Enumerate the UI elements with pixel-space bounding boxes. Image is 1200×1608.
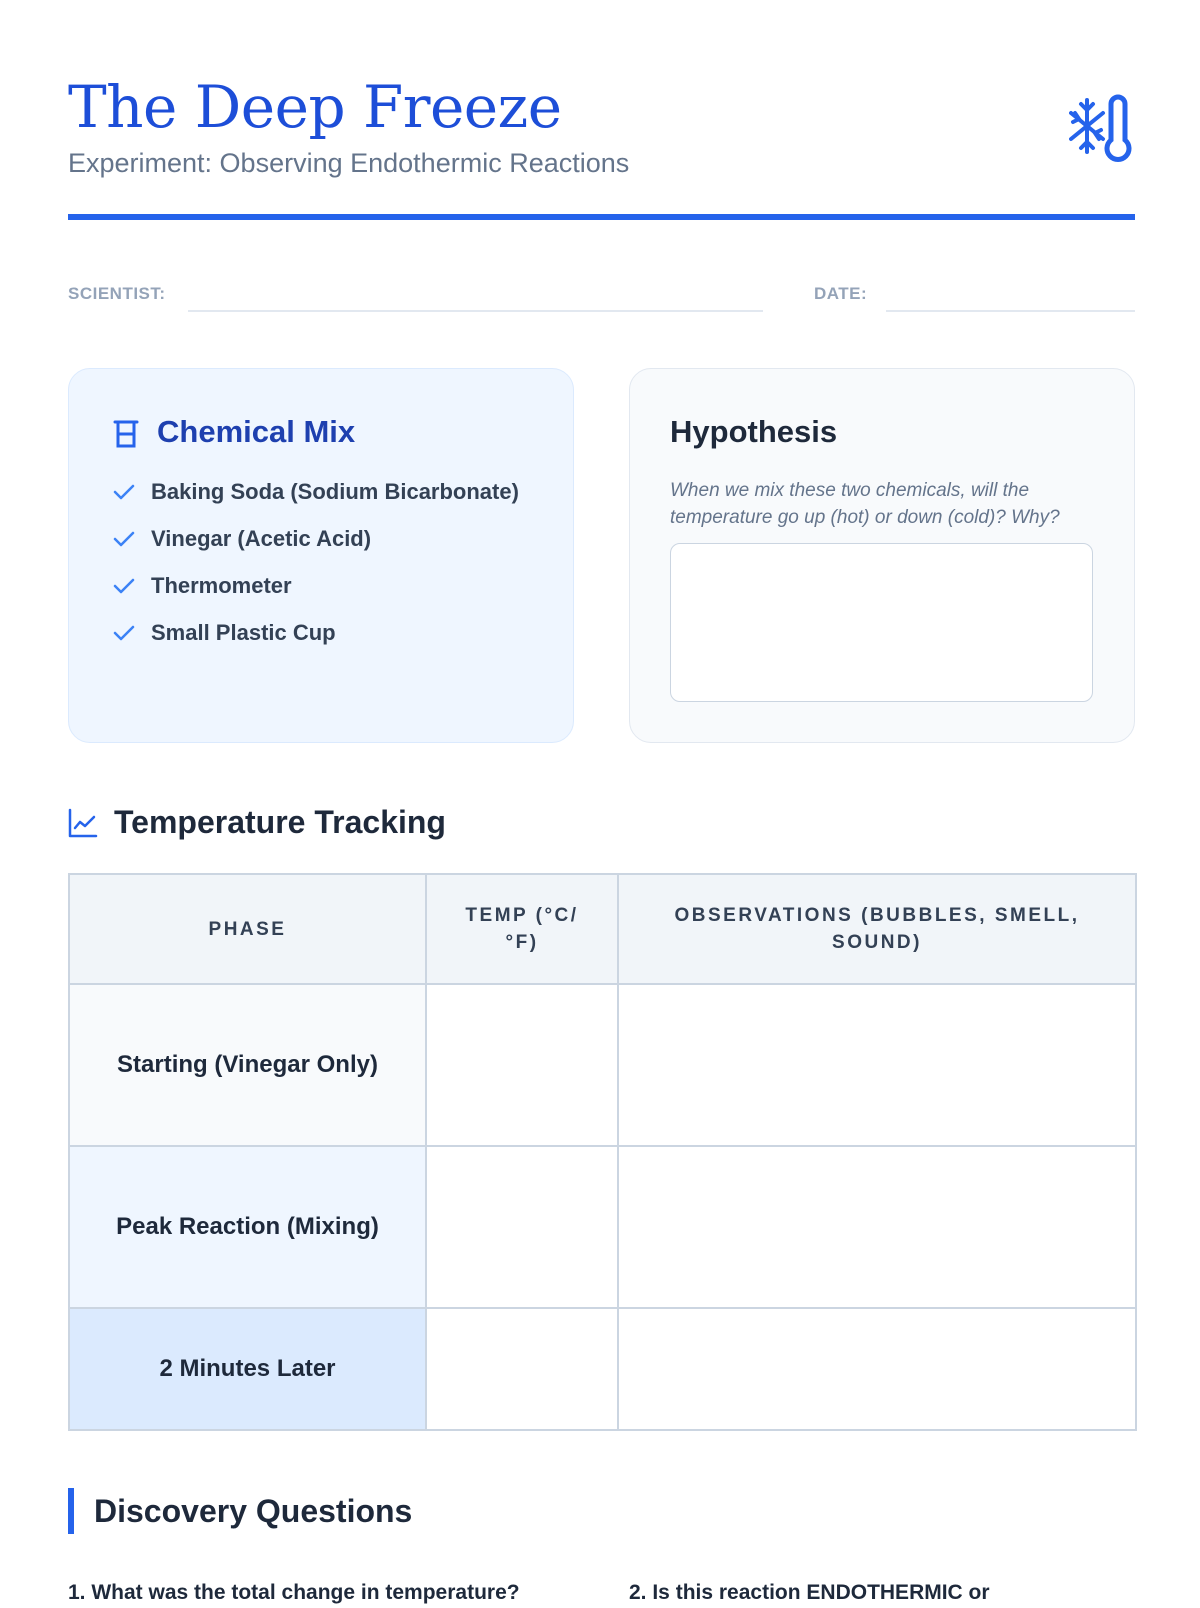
phase-cell: Peak Reaction (Mixing) <box>69 1146 426 1308</box>
scientist-label: SCIENTIST: <box>68 284 166 303</box>
hypothesis-prompt: When we mix these two chemicals, will the temperature go up (hot) or down (cold)? Why? <box>670 480 1060 528</box>
column-header-observations: OBSERVATIONS (BUBBLES, SMELL, SOUND) <box>618 874 1136 984</box>
discovery-title: Discovery Questions <box>94 1493 413 1529</box>
chemical-mix-list <box>113 477 519 665</box>
date-label: DATE: <box>814 284 868 303</box>
hypothesis-answer-box[interactable] <box>670 543 1093 702</box>
beaker-icon <box>113 419 139 449</box>
column-header-phase: PHASE <box>69 874 426 984</box>
list-item-label: Thermometer <box>151 573 292 598</box>
line-chart-icon <box>68 808 98 838</box>
list-item-label: Baking Soda (Sodium Bicarbonate) <box>151 479 519 504</box>
list-item <box>113 524 519 571</box>
table-header-row <box>69 874 1136 984</box>
column-header-temp: TEMP (°C/ °F) <box>426 874 618 984</box>
check-icon <box>113 623 135 643</box>
list-item <box>113 477 519 524</box>
list-item-label: Vinegar (Acetic Acid) <box>151 526 372 551</box>
check-icon <box>113 482 135 502</box>
discovery-accent-bar <box>68 1488 74 1534</box>
discovery-question: 1. What was the total change in temperature? <box>68 1581 520 1604</box>
snowflake-thermometer-icon <box>1069 92 1135 162</box>
temperature-title: Temperature Tracking <box>114 804 446 840</box>
page-subtitle: Experiment: Observing Endothermic Reactions <box>68 148 630 178</box>
date-field[interactable] <box>886 310 1135 312</box>
phase-cell: Starting (Vinegar Only) <box>69 984 426 1146</box>
list-item <box>113 571 519 618</box>
list-item <box>113 618 519 665</box>
check-icon <box>113 576 135 596</box>
phase-cell: 2 Minutes Later <box>69 1308 426 1430</box>
table-row <box>69 984 1136 1146</box>
discovery-question: 2. Is this reaction ENDOTHERMIC or <box>629 1581 990 1604</box>
worksheet-header <box>68 62 1135 222</box>
chemical-mix-card <box>68 368 574 743</box>
observations-cell[interactable] <box>618 984 1136 1146</box>
table-row <box>69 1146 1136 1308</box>
observations-cell[interactable] <box>618 1146 1136 1308</box>
chemical-mix-title: Chemical Mix <box>157 414 356 449</box>
temp-cell[interactable] <box>426 1146 618 1308</box>
page-title: The Deep Freeze <box>68 73 562 141</box>
list-item-label: Small Plastic Cup <box>151 620 336 645</box>
temp-cell[interactable] <box>426 984 618 1146</box>
meta-fields <box>68 280 1135 316</box>
scientist-field[interactable] <box>188 310 763 312</box>
hypothesis-card <box>629 368 1135 743</box>
temperature-table <box>68 873 1137 1431</box>
check-icon <box>113 529 135 549</box>
table-row <box>69 1308 1136 1430</box>
hypothesis-title: Hypothesis <box>670 414 838 449</box>
observations-cell[interactable] <box>618 1308 1136 1430</box>
header-divider <box>68 214 1135 220</box>
temp-cell[interactable] <box>426 1308 618 1430</box>
